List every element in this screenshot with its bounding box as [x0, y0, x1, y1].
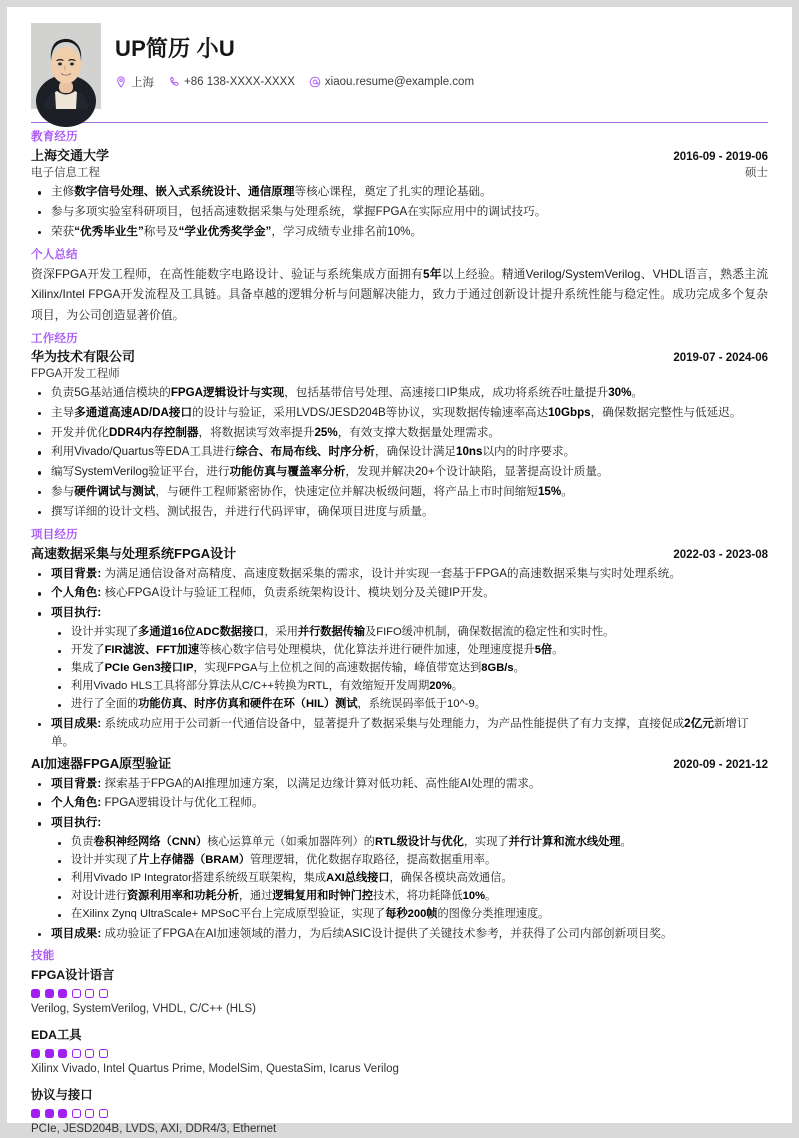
section-summary — [31, 248, 768, 325]
skill-level-dot — [31, 989, 40, 998]
skill-level-dot — [85, 1109, 94, 1118]
list-item: 开发了FIR滤波、FFT加速等核心数字信号处理模块，优化算法并进行硬件加速，处理速度提升5倍。 — [51, 642, 768, 660]
project-execution-list — [51, 834, 768, 924]
section-projects — [31, 528, 768, 943]
skill-level-dot — [85, 1049, 94, 1058]
project-name: AI加速器FPGA原型验证 — [31, 756, 172, 772]
skill-level-dot — [99, 1049, 108, 1058]
phone-icon — [168, 76, 180, 88]
location-icon — [115, 76, 127, 88]
skill-level — [31, 1109, 768, 1118]
skill-level-dot — [58, 1109, 67, 1118]
resume-page — [7, 7, 792, 1135]
skill-list — [31, 967, 768, 1138]
list-item: 负责卷积神经网络（CNN）核心运算单元（如乘加器阵列）的RTL级设计与优化，实现了并行计算和流水线处理。 — [51, 834, 768, 852]
project-background: 项目背景: 为满足通信设备对高精度、高速度数据采集的需求，设计并实现一套基于FPGA的高速数据采集与实时处理系统。 — [31, 565, 768, 584]
project-execution: 项目执行: 设计并实现了多通道16位ADC数据接口，采用并行数据传输及FIFO缓冲机制，确保数据流的稳定性和实时性。 开发了FIR滤波、FFT加速等核心数字信号处理模块，优化算法并进行硬件加速，处理速度提升5倍。 集成了PCIe Gen3接口IP，实现FPGA与上位机之间的高速数据传输，峰值带宽达到8GB/s。 利用Vivado HLS工具将部分算法从C/C++转换为RTL，有效缩短开发周期20%。 进行了全面的功能仿真、时序仿真和硬件在环（HIL）测试，系统误码率低于10^-9。 — [31, 604, 768, 713]
contact-email-value: xiaou.resume@example.com — [324, 75, 475, 88]
work-company: 华为技术有限公司 — [31, 349, 136, 365]
list-item: 利用Vivado HLS工具将部分算法从C/C++转换为RTL，有效缩短开发周期20%。 — [51, 678, 768, 696]
skill-block — [31, 1027, 768, 1078]
project-list — [31, 545, 768, 943]
list-item: 负责5G基站通信模块的FPGA逻辑设计与实现，包括基带信号处理、高速接口IP集成，成功将系统吞吐量提升30%。 — [31, 384, 768, 403]
skill-level-dot — [45, 1109, 54, 1118]
skill-level-dot — [31, 1049, 40, 1058]
list-item: 利用Vivado IP Integrator搭建系统级互联架构，集成AXI总线接口，确保各模块高效通信。 — [51, 870, 768, 888]
list-item: 编写SystemVerilog验证平台，进行功能仿真与覆盖率分析，发现并解决20+个设计缺陷，显著提高设计质量。 — [31, 463, 768, 482]
list-item: 开发并优化DDR4内存控制器，将数据读写效率提升25%，有效支撑大数据量处理需求。 — [31, 424, 768, 443]
section-title-skills: 技能 — [31, 950, 55, 963]
project-role: 个人角色: 核心FPGA设计与验证工程师，负责系统架构设计、模块划分及关键IP开发。 — [31, 584, 768, 603]
list-item: 对设计进行资源利用率和功耗分析，通过逻辑复用和时钟门控技术，将功耗降低10%。 — [51, 888, 768, 906]
list-item: 进行了全面的功能仿真、时序仿真和硬件在环（HIL）测试，系统误码率低于10^-9。 — [51, 696, 768, 714]
skill-level-dot — [31, 1109, 40, 1118]
header-main — [115, 23, 768, 90]
skill-block — [31, 1087, 768, 1138]
skill-level-dot — [72, 989, 81, 998]
section-skills — [31, 949, 768, 1138]
contact-email — [309, 76, 474, 88]
contact-phone-value: +86 138-XXXX-XXXX — [184, 75, 295, 88]
project-role: 个人角色: FPGA逻辑设计与优化工程师。 — [31, 794, 768, 813]
skill-level-dot — [72, 1049, 81, 1058]
project-entry — [31, 545, 768, 752]
skill-block — [31, 967, 768, 1018]
section-education — [31, 130, 768, 242]
contact-location — [115, 74, 154, 90]
project-bullets — [31, 565, 768, 753]
email-icon — [309, 76, 321, 88]
list-item: 利用Vivado/Quartus等EDA工具进行综合、布局布线、时序分析，确保设计满足10ns以内的时序要求。 — [31, 443, 768, 462]
list-item: 设计并实现了多通道16位ADC数据接口，采用并行数据传输及FIFO缓冲机制，确保数据流的稳定性和实时性。 — [51, 624, 768, 642]
education-bullets — [31, 183, 768, 241]
list-item: 集成了PCIe Gen3接口IP，实现FPGA与上位机之间的高速数据传输，峰值带宽达到8GB/s。 — [51, 660, 768, 678]
skill-items: PCIe, JESD204B, LVDS, AXI, DDR4/3, Ethernet — [31, 1122, 277, 1135]
project-result: 项目成果: 系统成功应用于公司新一代通信设备中，显著提升了数据采集与处理能力，为产品性能提供了有力支撑，直接促成2亿元新增订单。 — [31, 715, 768, 753]
list-item: 主修数字信号处理、嵌入式系统设计、通信原理等核心课程，奠定了扎实的理论基础。 — [31, 183, 768, 202]
list-item: 主导多通道高速AD/DA接口的设计与验证，采用LVDS/JESD204B等协议，实现数据传输速率高达10Gbps，确保数据完整性与低延迟。 — [31, 404, 768, 423]
list-item: 撰写详细的设计文档、测试报告，并进行代码评审，确保项目进度与质量。 — [31, 503, 768, 522]
header-divider — [31, 122, 768, 123]
skill-level-dot — [99, 989, 108, 998]
contact-phone — [168, 76, 295, 88]
skill-level-dot — [99, 1109, 108, 1118]
education-major: 电子信息工程 — [31, 167, 100, 180]
skill-name: 协议与接口 — [31, 1088, 93, 1103]
page-title: UP简历 小U — [115, 36, 235, 61]
project-date: 2020-09 - 2021-12 — [673, 759, 768, 772]
contact-location-value: 上海 — [131, 76, 154, 89]
section-title-projects: 项目经历 — [31, 529, 78, 542]
summary-text: 资深FPGA开发工程师，在高性能数字电路设计、验证与系统集成方面拥有5年以上经验。精通Verilog/SystemVerilog、VHDL语言，熟悉主流Xilinx/Intel FPGA开发流程及工具链。具备卓越的逻辑分析与问题解决能力，致力于通过创新设计提升系统性能与稳定性。成功完成多个复杂项目，为公司创造显著价值。 — [31, 267, 769, 322]
skill-level-dot — [85, 989, 94, 998]
project-execution: 项目执行: 负责卷积神经网络（CNN）核心运算单元（如乘加器阵列）的RTL级设计与优化，实现了并行计算和流水线处理。 设计并实现了片上存储器（BRAM）管理逻辑，优化数据存取路径，提高数据重用率。 利用Vivado IP Integrator搭建系统级互联架构，集成AXI总线接口，确保各模块高效通信。 对设计进行资源利用率和功耗分析，通过逻辑复用和时钟门控技术，将功耗降低10%。 在Xilinx Zynq UltraScale+ MPSoC平台上完成原型验证，实现了每秒200帧的图像分类推理速度。 — [31, 814, 768, 923]
list-item: 参与硬件调试与测试，与硬件工程师紧密协作，快速定位并解决板级问题，将产品上市时间缩短15%。 — [31, 483, 768, 502]
work-entry — [31, 348, 768, 521]
skill-name: EDA工具 — [31, 1027, 82, 1042]
resume-header — [31, 23, 768, 113]
list-item: 荣获“优秀毕业生”称号及“学业优秀奖学金”，学习成绩专业排名前10%。 — [31, 223, 768, 242]
section-title-summary: 个人总结 — [31, 248, 78, 261]
skill-level — [31, 989, 768, 998]
project-result: 项目成果: 成功验证了FPGA在AI加速领域的潜力，为后续ASIC设计提供了关键技术参考，并获得了公司内部创新项目奖。 — [31, 925, 768, 944]
work-role: FPGA开发工程师 — [31, 367, 120, 380]
project-name: 高速数据采集与处理系统FPGA设计 — [31, 546, 237, 561]
skill-level — [31, 1049, 768, 1058]
skill-items: Xilinx Vivado, Intel Quartus Prime, ModelSim, QuestaSim, Icarus Verilog — [31, 1062, 399, 1075]
skill-level-dot — [58, 1049, 67, 1058]
contact-row — [115, 74, 768, 90]
education-date: 2016-09 - 2019-06 — [673, 150, 768, 163]
skill-level-dot — [45, 989, 54, 998]
project-bullets — [31, 775, 768, 944]
work-bullets — [31, 384, 768, 521]
avatar — [31, 23, 101, 109]
education-school: 上海交通大学 — [31, 147, 110, 163]
skill-level-dot — [58, 989, 67, 998]
project-date: 2022-03 - 2023-08 — [673, 549, 768, 561]
education-degree: 硕士 — [745, 167, 768, 180]
section-title-work: 工作经历 — [31, 332, 78, 345]
skill-level-dot — [72, 1109, 81, 1118]
project-background: 项目背景: 探索基于FPGA的AI推理加速方案，以满足边缘计算对低功耗、高性能AI处理的需求。 — [31, 775, 768, 794]
section-work — [31, 332, 768, 522]
list-item: 参与多项实验室科研项目，包括高速数据采集与处理系统，掌握FPGA在实际应用中的调试技巧。 — [31, 203, 768, 222]
list-item: 在Xilinx Zynq UltraScale+ MPSoC平台上完成原型验证，实现了每秒200帧的图像分类推理速度。 — [51, 906, 768, 924]
skill-items: Verilog, SystemVerilog, VHDL, C/C++ (HLS) — [31, 1002, 256, 1015]
list-item: 设计并实现了片上存储器（BRAM）管理逻辑，优化数据存取路径，提高数据重用率。 — [51, 852, 768, 870]
project-entry — [31, 755, 768, 943]
skill-name: FPGA设计语言 — [31, 967, 115, 982]
work-date: 2019-07 - 2024-06 — [673, 352, 768, 365]
project-execution-list — [51, 624, 768, 714]
section-title-education: 教育经历 — [31, 131, 78, 143]
education-entry — [31, 147, 768, 242]
skill-level-dot — [45, 1049, 54, 1058]
